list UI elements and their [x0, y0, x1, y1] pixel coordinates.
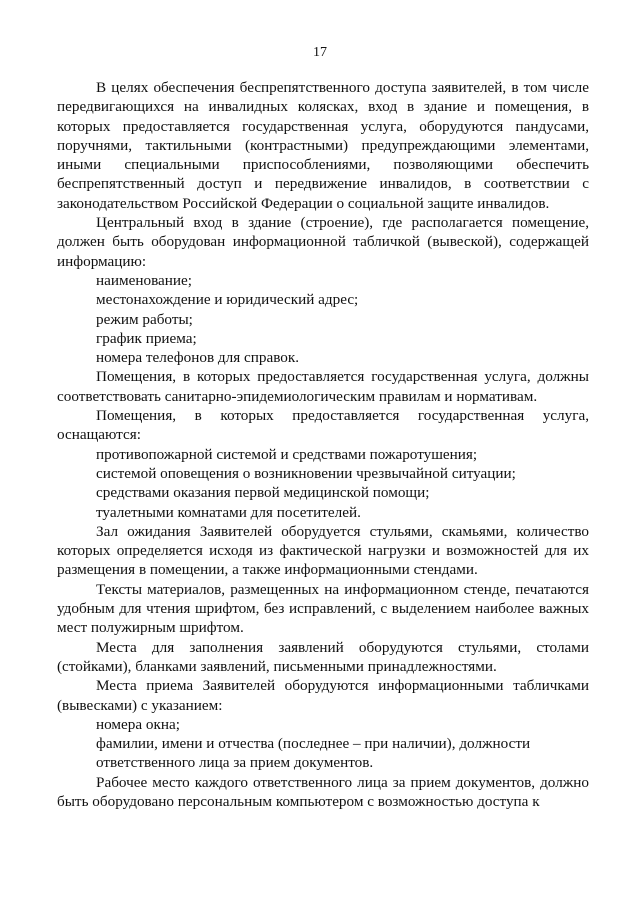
- paragraph: Тексты материалов, размещенных на информационном стенде, печатаются удобным для чтения шрифтом, без исправлений, с выделением наиболее важных мест полужирным шрифтом.: [57, 580, 589, 637]
- list-item: туалетными комнатами для посетителей.: [96, 503, 361, 521]
- list-item: график приема;: [96, 329, 197, 347]
- list-item: средствами оказания первой медицинской помощи;: [96, 484, 430, 502]
- paragraph: Помещения, в которых предоставляется государственная услуга, оснащаются:: [57, 407, 589, 444]
- paragraph: Места для заполнения заявлений оборудуются стульями, столами (стойками), бланками заявлений, письменными принадлежностями.: [57, 638, 589, 675]
- list-item: системой оповещения о возникновении чрезвычайной ситуации;: [96, 464, 516, 482]
- document-body: [57, 78, 589, 811]
- paragraph: Помещения, в которых предоставляется государственная услуга, должны соответствовать санитарно-эпидемиологическим правилам и нормативам.: [57, 368, 589, 405]
- paragraph: Зал ожидания Заявителей оборудуется стульями, скамьями, количество которых определяется исходя из фактической нагрузки и возможностей для их размещения в помещении, а также информационными стендами.: [57, 522, 589, 579]
- paragraph: В целях обеспечения беспрепятственного доступа заявителей, в том числе передвигающихся на инвалидных колясках, вход в здание и помещения, в которых предоставляется государственная услуга, оборудуются пандусами, поручнями, тактильными (контрастными) предупреждающими элементами, иными специальными приспособлениями, позволяющими обеспечить беспрепятственный доступ и передвижение инвалидов, в соответствии с законодательством Российской Федерации о социальной защите инвалидов.: [57, 79, 589, 212]
- page-number: 17: [313, 45, 327, 60]
- paragraph: Центральный вход в здание (строение), где располагается помещение, должен быть оборудован информационной табличкой (вывеской), содержащей информацию:: [57, 214, 589, 270]
- list-item: фамилии, имени и отчества (последнее – при наличии), должности ответственного лица за прием документов.: [96, 735, 531, 772]
- list-item: режим работы;: [96, 310, 193, 328]
- paragraph: Места приема Заявителей оборудуются информационными табличками (вывесками) с указанием:: [57, 677, 589, 714]
- list-item: номера телефонов для справок.: [96, 349, 300, 367]
- paragraph: Рабочее место каждого ответственного лица за прием документов, должно быть оборудовано персональным компьютером с возможностью доступа к: [57, 773, 589, 810]
- list-item: противопожарной системой и средствами пожаротушения;: [96, 445, 478, 463]
- list-item: номера окна;: [96, 715, 180, 733]
- list-item: наименование;: [96, 271, 192, 289]
- list-item: местонахождение и юридический адрес;: [96, 291, 359, 309]
